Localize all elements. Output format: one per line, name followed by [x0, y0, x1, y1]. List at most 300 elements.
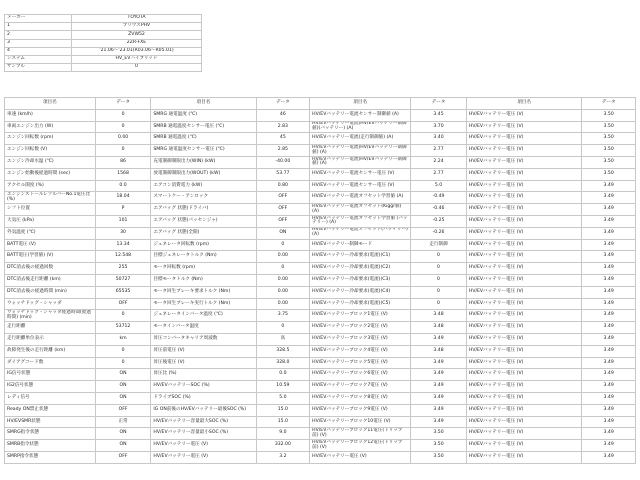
- value-cell: 255: [95, 263, 151, 275]
- value-cell: 3.70: [411, 121, 467, 133]
- item-name-cell: HV/EVSMR状態: [5, 416, 96, 428]
- value-cell: 3.49: [411, 369, 467, 381]
- item-name-cell: HV/EVバッテリー電圧 (V): [466, 392, 581, 404]
- item-name-cell: HV/EVバッテリーブロック10電圧 (V): [310, 416, 411, 428]
- value-cell: 18.04: [95, 192, 151, 204]
- item-name-cell: HV/EVバッテリー容量最大SOC (%): [151, 416, 256, 428]
- value-cell: 3.49: [582, 239, 636, 251]
- table-row: [5, 109, 636, 121]
- value-cell: 3.49: [582, 286, 636, 298]
- value-cell: -0.49: [411, 192, 467, 204]
- table-row: [5, 369, 636, 381]
- item-name-cell: 走行距離単位表示: [5, 333, 96, 345]
- item-name-cell: 目標モータトルク (Nm): [151, 274, 256, 286]
- item-name-cell: HV/EVバッテリー電流センサー制御値 (A): [310, 109, 411, 121]
- header-cell: データ: [256, 98, 310, 110]
- value-cell: OFF: [256, 215, 310, 227]
- value-cell: 3.50: [582, 156, 636, 168]
- item-name-cell: HV/EVバッテリー電圧 (V): [466, 322, 581, 334]
- item-name-cell: HV/EVバッテリーブロック9電圧 (V): [310, 404, 411, 416]
- item-name-cell: HV/EVバッテリー冷却要求(電流)(C4): [310, 286, 411, 298]
- value-cell: 0: [411, 298, 467, 310]
- value-cell: 3.49: [582, 192, 636, 204]
- value-cell: 3.49: [411, 404, 467, 416]
- item-name-cell: エアバッグ 状態(パッセンジャ): [151, 215, 256, 227]
- item-name-cell: IG ON前後のHV/EVバッテリー最後SOC (%): [151, 404, 256, 416]
- item-name-cell: SMRP指令状態: [5, 451, 96, 463]
- value-cell: 0: [95, 109, 151, 121]
- info-row: [5, 23, 202, 31]
- item-name-cell: HV/EVバッテリー電圧 (V): [466, 180, 581, 192]
- item-name-cell: SMRG 通電温度 (℃): [151, 109, 256, 121]
- value-cell: 0: [411, 274, 467, 286]
- item-name-cell: HV/EVバッテリー電圧 (V): [466, 156, 581, 168]
- item-name-cell: HV/EVバッテリー電圧 (V): [466, 251, 581, 263]
- table-row: [5, 156, 636, 168]
- value-cell: 3.49: [582, 404, 636, 416]
- item-name-cell: HV/EVバッテリー冷却要求(電流)(C3): [310, 274, 411, 286]
- item-name-cell: HV/EVバッテリー電圧 (V): [466, 168, 581, 180]
- item-name-cell: HV/EVバッテリー電圧 (V): [466, 357, 581, 369]
- info-value-cell: ZVW52: [72, 31, 202, 39]
- table-row: [5, 298, 636, 310]
- table-row: [5, 204, 636, 216]
- table-row: [5, 404, 636, 416]
- value-cell: OFF: [95, 298, 151, 310]
- item-name-cell: HV/EVバッテリー電圧 (V): [466, 192, 581, 204]
- value-cell: 0.00: [256, 286, 310, 298]
- table-row: [5, 251, 636, 263]
- value-cell: 12.548: [95, 251, 151, 263]
- table-row: [5, 322, 636, 334]
- value-cell: 3.49: [411, 333, 467, 345]
- table-row: [5, 310, 636, 322]
- item-name-cell: 車速 (km/h): [5, 109, 96, 121]
- table-row: [5, 227, 636, 239]
- item-name-cell: HV/EVバッテリーブロック7電圧 (V): [310, 381, 411, 393]
- table-row: [5, 133, 636, 145]
- value-cell: 65535: [95, 286, 151, 298]
- header-cell: 項目名: [310, 98, 411, 110]
- value-cell: 0: [256, 322, 310, 334]
- value-cell: 5.0: [411, 180, 467, 192]
- value-cell: 2.77: [411, 168, 467, 180]
- item-name-cell: HV/EVバッテリーブロック8電圧 (V): [310, 392, 411, 404]
- table-row: [5, 145, 636, 157]
- table-row: [5, 192, 636, 204]
- item-name-cell: HV/EVバッテリー電流センサー電圧 (V): [310, 168, 411, 180]
- value-cell: 3.50: [411, 451, 467, 463]
- item-name-cell: HV/EVバッテリー電流オフセット学習値 (バッテリー) (A): [310, 215, 411, 227]
- table-header-row: [5, 98, 636, 110]
- value-cell: 50727: [95, 274, 151, 286]
- value-cell: ON: [95, 392, 151, 404]
- value-cell: 5.0: [256, 392, 310, 404]
- info-row: [5, 47, 202, 55]
- value-cell: 3.49: [411, 381, 467, 393]
- table-row: [5, 274, 636, 286]
- item-name-cell: SMRB 通電温度 (℃): [151, 133, 256, 145]
- item-name-cell: HV/EVバッテリーブロック11電圧(トリップ 前) (V): [310, 428, 411, 440]
- item-name-cell: HV/EVバッテリー電圧 (V): [466, 263, 581, 275]
- value-cell: 46: [256, 109, 310, 121]
- table-row: [5, 239, 636, 251]
- item-name-cell: エンジン冷却水温 (℃): [5, 156, 96, 168]
- value-cell: 0: [95, 357, 151, 369]
- item-name-cell: HV/EVバッテリー電流(HV/EVバッテリー制御値)(バッテリー) (A): [310, 121, 411, 133]
- value-cell: 3.49: [582, 322, 636, 334]
- item-name-cell: エンジン回転数 (rpm): [5, 133, 96, 145]
- item-name-cell: エンジン回転数 (V): [5, 145, 96, 157]
- value-cell: 3.48: [411, 345, 467, 357]
- info-row: [5, 55, 202, 63]
- item-name-cell: HV/EVバッテリーブロック6電圧 (V): [310, 369, 411, 381]
- item-name-cell: 充電制御制限出力(WIN) (kW): [151, 156, 256, 168]
- value-cell: 0.0: [256, 369, 310, 381]
- value-cell: 0.00: [95, 133, 151, 145]
- value-cell: 13.34: [95, 239, 151, 251]
- table-row: [5, 381, 636, 393]
- info-key-cell: サンプル: [5, 64, 72, 72]
- item-name-cell: HV/EVバッテリー電圧 (V): [466, 109, 581, 121]
- value-cell: 3.49: [582, 357, 636, 369]
- item-name-cell: HV/EVバッテリー電圧 (V): [310, 451, 411, 463]
- value-cell: OFF: [95, 404, 151, 416]
- info-row: [5, 15, 202, 23]
- info-value-cell: 0: [72, 64, 202, 72]
- item-name-cell: ドライブSOC (%): [151, 392, 256, 404]
- value-cell: 3.50: [582, 109, 636, 121]
- value-cell: 3.49: [582, 251, 636, 263]
- item-name-cell: ウォッチドッグ・シャッダ: [5, 298, 96, 310]
- item-name-cell: HV/EVバッテリー電流センサー電圧 (V): [310, 180, 411, 192]
- info-value-cell: 2ZR-FXE: [72, 39, 202, 47]
- table-row: [5, 168, 636, 180]
- value-cell: 走行制御: [411, 239, 467, 251]
- header-cell: 項目名: [151, 98, 256, 110]
- item-name-cell: SMRB 通電温度センサー電圧 (℃): [151, 121, 256, 133]
- item-name-cell: HV/EVバッテリー電圧 (V): [466, 440, 581, 452]
- value-cell: 0: [256, 239, 310, 251]
- value-cell: 3.49: [582, 369, 636, 381]
- table-row: [5, 333, 636, 345]
- value-cell: 9.0: [256, 428, 310, 440]
- item-name-cell: アクセル開度 (%): [5, 180, 96, 192]
- item-name-cell: HV/EVバッテリー電圧 (V): [466, 298, 581, 310]
- item-name-cell: IG2信号状態: [5, 381, 96, 393]
- item-name-cell: HV/EVバッテリーブロック4電圧 (V): [310, 345, 411, 357]
- item-name-cell: HV/EVバッテリーブロック5電圧 (V): [310, 357, 411, 369]
- table-row: [5, 428, 636, 440]
- value-cell: 2.83: [256, 121, 310, 133]
- item-name-cell: ウォッチドッグ・シャッダ経過時間(経過時間) (min): [5, 310, 96, 322]
- value-cell: ON: [95, 381, 151, 393]
- table-row: [5, 416, 636, 428]
- item-name-cell: HV/EVバッテリー電圧 (V): [466, 381, 581, 393]
- item-name-cell: HV/EVバッテリー電流オフセット(バッテリー) (A): [310, 227, 411, 239]
- item-name-cell: HV/EVバッテリー電圧 (V): [466, 416, 581, 428]
- value-cell: 0: [95, 310, 151, 322]
- info-value-cell: '21.06～'23.01(R03.06～R05.01): [72, 47, 202, 55]
- value-cell: 0: [256, 263, 310, 275]
- item-name-cell: 走行距離: [5, 322, 96, 334]
- table-row: [5, 215, 636, 227]
- value-cell: 高: [256, 333, 310, 345]
- item-name-cell: HV/EVバッテリーブロック2電圧 (V): [310, 322, 411, 334]
- item-name-cell: BATT電圧 (V): [5, 239, 96, 251]
- item-name-cell: DTC消去後の経過回数: [5, 263, 96, 275]
- value-cell: 3.49: [582, 215, 636, 227]
- value-cell: 3.50: [582, 121, 636, 133]
- value-cell: 3.49: [411, 357, 467, 369]
- info-key-cell: 4: [5, 47, 72, 55]
- item-name-cell: スマートケー・アンロック: [151, 192, 256, 204]
- value-cell: 30: [95, 227, 151, 239]
- value-cell: 0: [95, 345, 151, 357]
- item-name-cell: Ready ON禁止状態: [5, 404, 96, 416]
- value-cell: 3.48: [411, 322, 467, 334]
- item-name-cell: 昇圧前電圧 (V): [151, 345, 256, 357]
- item-name-cell: エンジンストールレゾルバーNo.1電圧比 (%): [5, 192, 96, 204]
- value-cell: -0.46: [411, 204, 467, 216]
- value-cell: 3.49: [582, 381, 636, 393]
- item-name-cell: DTC消去後走行距離 (km): [5, 274, 96, 286]
- value-cell: 15.0: [256, 416, 310, 428]
- table-row: [5, 357, 636, 369]
- value-cell: ON: [256, 227, 310, 239]
- value-cell: 0: [95, 121, 151, 133]
- value-cell: 3.49: [582, 274, 636, 286]
- table-row: [5, 345, 636, 357]
- item-name-cell: HV/EVバッテリー電圧 (V): [466, 333, 581, 345]
- item-name-cell: 昇圧後電圧 (V): [151, 357, 256, 369]
- item-name-cell: HV/EVバッテリー電圧 (V): [466, 451, 581, 463]
- value-cell: 3.50: [411, 428, 467, 440]
- info-key-cell: 3: [5, 39, 72, 47]
- item-name-cell: ジェネレータ回転数 (rpm): [151, 239, 256, 251]
- value-cell: 3.50: [411, 440, 467, 452]
- item-name-cell: HV/EVバッテリー冷却要求(電流)(C2): [310, 263, 411, 275]
- item-name-cell: 故障発生後の走行距離 (km): [5, 345, 96, 357]
- header-cell: 項目名: [5, 98, 96, 110]
- item-name-cell: HV/EVバッテリー電圧 (V): [466, 204, 581, 216]
- item-name-cell: HV/EVバッテリー電流オフセット学習値 (A): [310, 192, 411, 204]
- item-name-cell: ダイアグコード数: [5, 357, 96, 369]
- value-cell: ON: [95, 428, 151, 440]
- item-name-cell: HV/EVバッテリー電圧 (V): [466, 227, 581, 239]
- item-name-cell: 車両エンジン出力 (W): [5, 121, 96, 133]
- header-cell: 項目名: [466, 98, 581, 110]
- item-name-cell: HV/EVバッテリー電流(走行制御値) (A): [310, 133, 411, 145]
- value-cell: 0.00: [256, 251, 310, 263]
- value-cell: 0.00: [256, 298, 310, 310]
- item-name-cell: HV/EVバッテリー容量最小SOC (%): [151, 428, 256, 440]
- value-cell: 3.49: [582, 416, 636, 428]
- value-cell: 3.48: [411, 310, 467, 322]
- table-row: [5, 440, 636, 452]
- value-cell: 3.45: [411, 109, 467, 121]
- item-name-cell: HV/EVバッテリー制御モード: [310, 239, 411, 251]
- value-cell: ON: [95, 369, 151, 381]
- item-name-cell: BATT電圧(学習値) (V): [5, 251, 96, 263]
- item-name-cell: HV/EVバッテリー電圧 (V): [466, 274, 581, 286]
- diagnostic-data-table: [4, 97, 636, 464]
- table-row: [5, 263, 636, 275]
- info-key-cell: システム: [5, 55, 72, 63]
- vehicle-info-body: [5, 15, 202, 72]
- item-name-cell: HV/EVバッテリー電流(HV/EVバッテリー制御値) (A): [310, 145, 411, 157]
- info-value-cell: HV_EVハイブリッド: [72, 55, 202, 63]
- item-name-cell: HV/EVバッテリー電圧 (V): [151, 440, 256, 452]
- item-name-cell: HV/EVバッテリー電圧 (V): [466, 121, 581, 133]
- info-value-cell: プリウスPHV: [72, 23, 202, 31]
- value-cell: 3.2: [256, 451, 310, 463]
- value-cell: 0.00: [256, 274, 310, 286]
- value-cell: -0.25: [411, 215, 467, 227]
- value-cell: P: [95, 204, 151, 216]
- item-name-cell: エアバッグ 状態(ドライバ): [151, 204, 256, 216]
- item-name-cell: モータインバータ温度: [151, 322, 256, 334]
- info-value-cell: TOYOTA: [72, 15, 202, 23]
- table-row: [5, 286, 636, 298]
- value-cell: 53.77: [256, 168, 310, 180]
- value-cell: OFF: [95, 451, 151, 463]
- table-row: [5, 121, 636, 133]
- item-name-cell: HV/EVバッテリー電圧 (V): [466, 215, 581, 227]
- value-cell: 3.49: [582, 227, 636, 239]
- item-name-cell: SMRB指令状態: [5, 440, 96, 452]
- info-row: [5, 31, 202, 39]
- value-cell: 10.59: [256, 381, 310, 393]
- value-cell: 3.40: [411, 133, 467, 145]
- item-name-cell: エンジン始動後経過時間 (sec): [5, 168, 96, 180]
- value-cell: 3.49: [411, 392, 467, 404]
- value-cell: 2.24: [411, 156, 467, 168]
- value-cell: 正常: [95, 416, 151, 428]
- item-name-cell: 放電制御制限出力(WOUT) (kW): [151, 168, 256, 180]
- item-name-cell: HV/EVバッテリー電圧 (V): [151, 451, 256, 463]
- value-cell: OFF: [256, 204, 310, 216]
- value-cell: ON: [95, 440, 151, 452]
- value-cell: 45: [256, 133, 310, 145]
- info-row: [5, 64, 202, 72]
- value-cell: 1568: [95, 168, 151, 180]
- value-cell: km: [95, 333, 151, 345]
- value-cell: -0.26: [411, 227, 467, 239]
- value-cell: -40.00: [256, 156, 310, 168]
- value-cell: 3.50: [582, 168, 636, 180]
- item-name-cell: レディ信号: [5, 392, 96, 404]
- value-cell: 3.49: [582, 440, 636, 452]
- item-name-cell: HV/EVバッテリーSOC (%): [151, 381, 256, 393]
- value-cell: OFF: [256, 192, 310, 204]
- vehicle-info-table: [4, 14, 202, 72]
- header-cell: データ: [582, 98, 636, 110]
- item-name-cell: エアコン消費電力 (kW): [151, 180, 256, 192]
- value-cell: 3.49: [582, 333, 636, 345]
- item-name-cell: HV/EVバッテリー電流オフセット(Kiggr値) (A): [310, 204, 411, 216]
- table-row: [5, 451, 636, 463]
- value-cell: 15.0: [256, 404, 310, 416]
- item-name-cell: HV/EVバッテリー電圧 (V): [466, 145, 581, 157]
- value-cell: 3.49: [411, 416, 467, 428]
- value-cell: 0: [411, 263, 467, 275]
- item-name-cell: 昇圧比 (%): [151, 369, 256, 381]
- info-key-cell: メーカー: [5, 15, 72, 23]
- item-name-cell: HV/EVバッテリーブロック3電圧 (V): [310, 333, 411, 345]
- info-key-cell: 2: [5, 31, 72, 39]
- item-name-cell: HV/EVバッテリー電圧 (V): [466, 428, 581, 440]
- value-cell: 0.0: [95, 180, 151, 192]
- item-name-cell: HV/EVバッテリー電圧 (V): [466, 310, 581, 322]
- item-name-cell: HV/EVバッテリー冷却要求(電流)(C1): [310, 251, 411, 263]
- value-cell: 328.0: [256, 357, 310, 369]
- item-name-cell: DTC消去後の経過時間 (min): [5, 286, 96, 298]
- value-cell: 53712: [95, 322, 151, 334]
- value-cell: 2.85: [256, 145, 310, 157]
- item-name-cell: HV/EVバッテリー電圧 (V): [466, 404, 581, 416]
- table-row: [5, 392, 636, 404]
- item-name-cell: HV/EVバッテリー電圧 (V): [466, 345, 581, 357]
- value-cell: 3.49: [582, 204, 636, 216]
- value-cell: 3.50: [582, 133, 636, 145]
- info-row: [5, 39, 202, 47]
- value-cell: 328.5: [256, 345, 310, 357]
- value-cell: 86: [95, 156, 151, 168]
- info-key-cell: 1: [5, 23, 72, 31]
- item-name-cell: 外気温度 (℃): [5, 227, 96, 239]
- value-cell: 3.75: [256, 310, 310, 322]
- item-name-cell: HV/EVバッテリーブロック1電圧 (V): [310, 310, 411, 322]
- item-name-cell: 大気圧 (kPa): [5, 215, 96, 227]
- item-name-cell: 目標ジェネレータトルク (Nm): [151, 251, 256, 263]
- item-name-cell: モータ回生ブレーキ要求トルク (Nm): [151, 286, 256, 298]
- item-name-cell: IG信号状態: [5, 369, 96, 381]
- value-cell: 3.49: [582, 345, 636, 357]
- value-cell: 3.49: [582, 263, 636, 275]
- item-name-cell: 昇圧コンバータキャリア周波数: [151, 333, 256, 345]
- value-cell: 3.49: [582, 180, 636, 192]
- value-cell: 0: [95, 145, 151, 157]
- value-cell: 3.49: [582, 428, 636, 440]
- item-name-cell: HV/EVバッテリー電圧 (V): [466, 133, 581, 145]
- value-cell: 3.50: [582, 145, 636, 157]
- value-cell: 101: [95, 215, 151, 227]
- value-cell: 3.49: [582, 298, 636, 310]
- item-name-cell: HV/EVバッテリー電流(HV/EVバッテリー制御値) (A): [310, 156, 411, 168]
- value-cell: 3.49: [582, 310, 636, 322]
- item-name-cell: HV/EVバッテリー電圧 (V): [466, 239, 581, 251]
- item-name-cell: モータ回生ブレーキ実行トルク (Nm): [151, 298, 256, 310]
- item-name-cell: HV/EVバッテリー電圧 (V): [466, 286, 581, 298]
- item-name-cell: シフト位置: [5, 204, 96, 216]
- header-cell: データ: [411, 98, 467, 110]
- diagnostic-data-body: [5, 109, 636, 463]
- value-cell: 0.80: [256, 180, 310, 192]
- header-cell: データ: [95, 98, 151, 110]
- item-name-cell: SMRG指令状態: [5, 428, 96, 440]
- table-row: [5, 180, 636, 192]
- item-name-cell: ジェネレータインバータ温度 (℃): [151, 310, 256, 322]
- item-name-cell: エアバッグ 状態(全開): [151, 227, 256, 239]
- value-cell: 3.49: [582, 451, 636, 463]
- value-cell: 2.77: [411, 145, 467, 157]
- item-name-cell: モータ回転数 (rpm): [151, 263, 256, 275]
- item-name-cell: SMRG 通電温度センサー電圧 (℃): [151, 145, 256, 157]
- value-cell: 3.49: [582, 392, 636, 404]
- item-name-cell: HV/EVバッテリーブロック12電圧(トリップ 前) (V): [310, 440, 411, 452]
- item-name-cell: HV/EVバッテリー冷却要求(電流)(C5): [310, 298, 411, 310]
